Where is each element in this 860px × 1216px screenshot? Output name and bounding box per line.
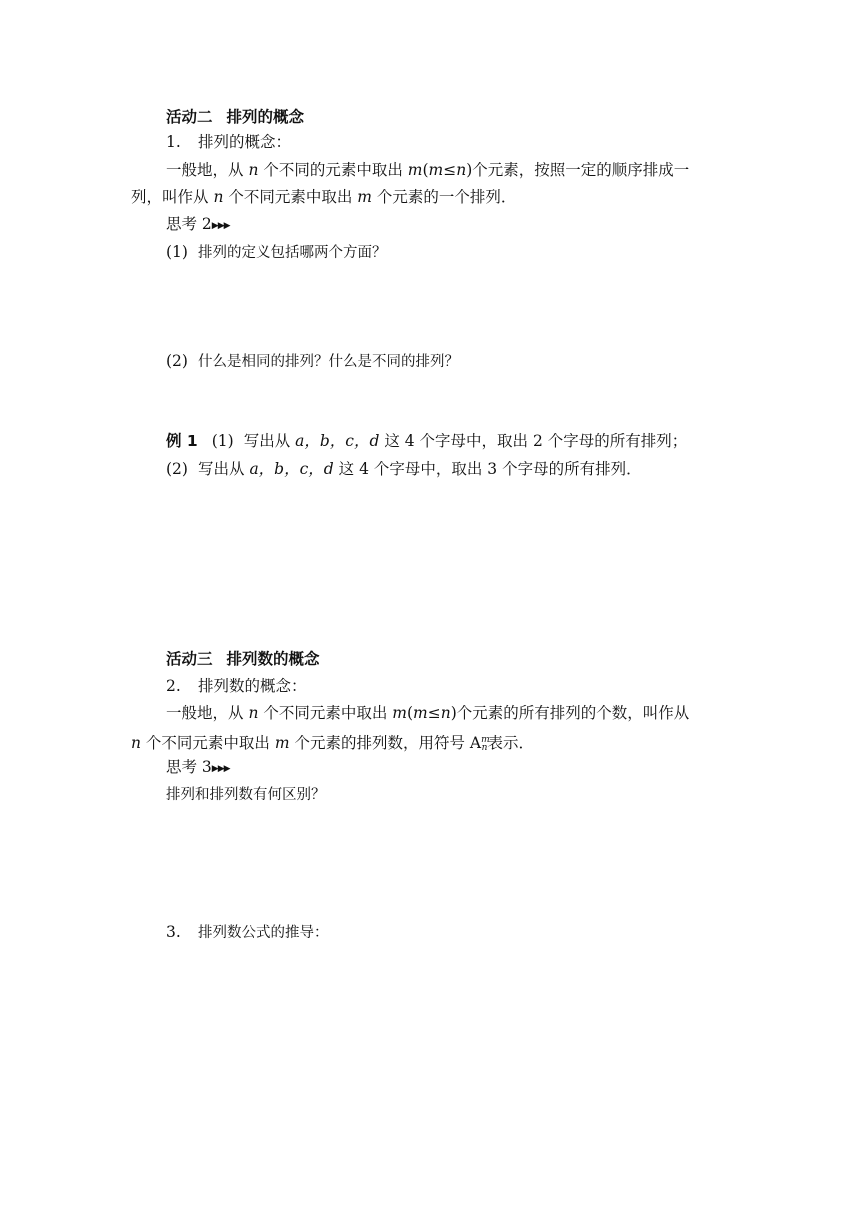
activity3-title-b: 排列数的概念 [226, 650, 320, 668]
text-segment: 一般地，从 [166, 704, 249, 722]
example1-part2 [166, 458, 642, 480]
think3-label: 思考 3 [166, 758, 212, 776]
item2-number: 2. [166, 677, 181, 695]
text-segment: 列，叫作从 [131, 188, 214, 206]
permutation-symbol [470, 729, 488, 759]
leq-symbol: ≤ [427, 704, 441, 722]
var-m: m [413, 704, 428, 722]
var-m: m [407, 161, 423, 179]
var-n: n [213, 188, 224, 206]
text-segment: 这 4 个字母中，取出 2 个字母的所有排列； [379, 432, 688, 450]
activity3-heading [166, 648, 320, 670]
var-m: m [428, 161, 444, 179]
symbol-subscript-n: n [481, 743, 488, 754]
example1-part2-number: (2) [166, 460, 188, 478]
activity2-heading [166, 106, 304, 128]
text-segment: 写出从 [243, 432, 296, 450]
question2 [166, 350, 459, 373]
item2-label: 排列数的概念： [198, 677, 307, 695]
var-n: n [131, 734, 141, 753]
item3-heading [166, 921, 329, 944]
question1-text: 排列的定义包括哪两个方面？ [198, 245, 387, 261]
think2-heading [166, 213, 230, 237]
var-n: n [248, 161, 259, 179]
leq-symbol: ≤ [443, 161, 457, 179]
item3-label: 排列数公式的推导： [198, 925, 329, 941]
item2-heading [166, 675, 307, 697]
text-segment: 写出从 [198, 460, 250, 478]
text-segment: ( [406, 704, 414, 722]
permutation-definition-line2 [131, 186, 516, 208]
question1 [166, 241, 387, 264]
triple-arrow-icon: ▶▶▶ [211, 221, 230, 231]
think3-question: 排列和排列数有何区别？ [166, 787, 326, 803]
var-m: m [274, 734, 290, 753]
text-segment: 个不同元素中取出 [140, 734, 275, 753]
text-segment: 这 4 个字母中，取出 3 个字母的所有排列． [333, 460, 642, 478]
activity3-title-a: 活动三 [166, 650, 213, 668]
text-segment: )个元素的所有排列的个数，叫作从 [450, 704, 690, 722]
permutation-number-definition-line1 [166, 702, 689, 724]
think3-heading [166, 756, 230, 780]
example1-part1-number: (1) [211, 432, 234, 450]
text-segment: 表示． [487, 734, 534, 753]
item3-number: 3. [166, 923, 181, 941]
var-n: n [248, 704, 259, 722]
activity2-title-a: 活动二 [166, 108, 213, 126]
text-segment: 个元素的一个排列． [371, 188, 517, 206]
example1-label: 例 1 [166, 432, 198, 450]
text-segment: ( [422, 161, 429, 179]
symbol-A: A [469, 734, 482, 753]
var-n: n [456, 161, 467, 179]
permutation-number-definition-line2 [131, 729, 534, 759]
text-segment: 一般地，从 [166, 161, 249, 179]
var-n: n [440, 704, 451, 722]
item1-label: 排列的概念： [198, 133, 292, 151]
text-segment: 个不同的元素中取出 [258, 161, 408, 179]
var-m: m [392, 704, 407, 722]
text-segment: 个不同元素中取出 [223, 188, 358, 206]
symbol-superscript-m: m [481, 735, 490, 745]
question1-number: (1) [166, 243, 188, 261]
letters-abcd: a，b，c，d [249, 460, 334, 478]
activity2-title-b: 排列的概念 [226, 108, 305, 126]
permutation-definition-line1 [166, 159, 689, 181]
text-segment: 个元素的排列数，用符号 [289, 734, 470, 753]
example1-part1 [166, 430, 687, 452]
text-segment: )个元素，按照一定的顺序排成一 [466, 161, 690, 179]
item1-number: 1. [166, 133, 181, 151]
text-segment: 个不同元素中取出 [258, 704, 393, 722]
var-m: m [357, 188, 372, 206]
question2-number: (2) [166, 352, 188, 370]
item1-heading [166, 131, 291, 153]
think2-label: 思考 2 [166, 215, 212, 233]
triple-arrow-icon: ▶▶▶ [211, 764, 230, 774]
letters-abcd: a，b，c，d [295, 432, 380, 450]
question2-text: 什么是相同的排列？什么是不同的排列？ [198, 354, 459, 370]
